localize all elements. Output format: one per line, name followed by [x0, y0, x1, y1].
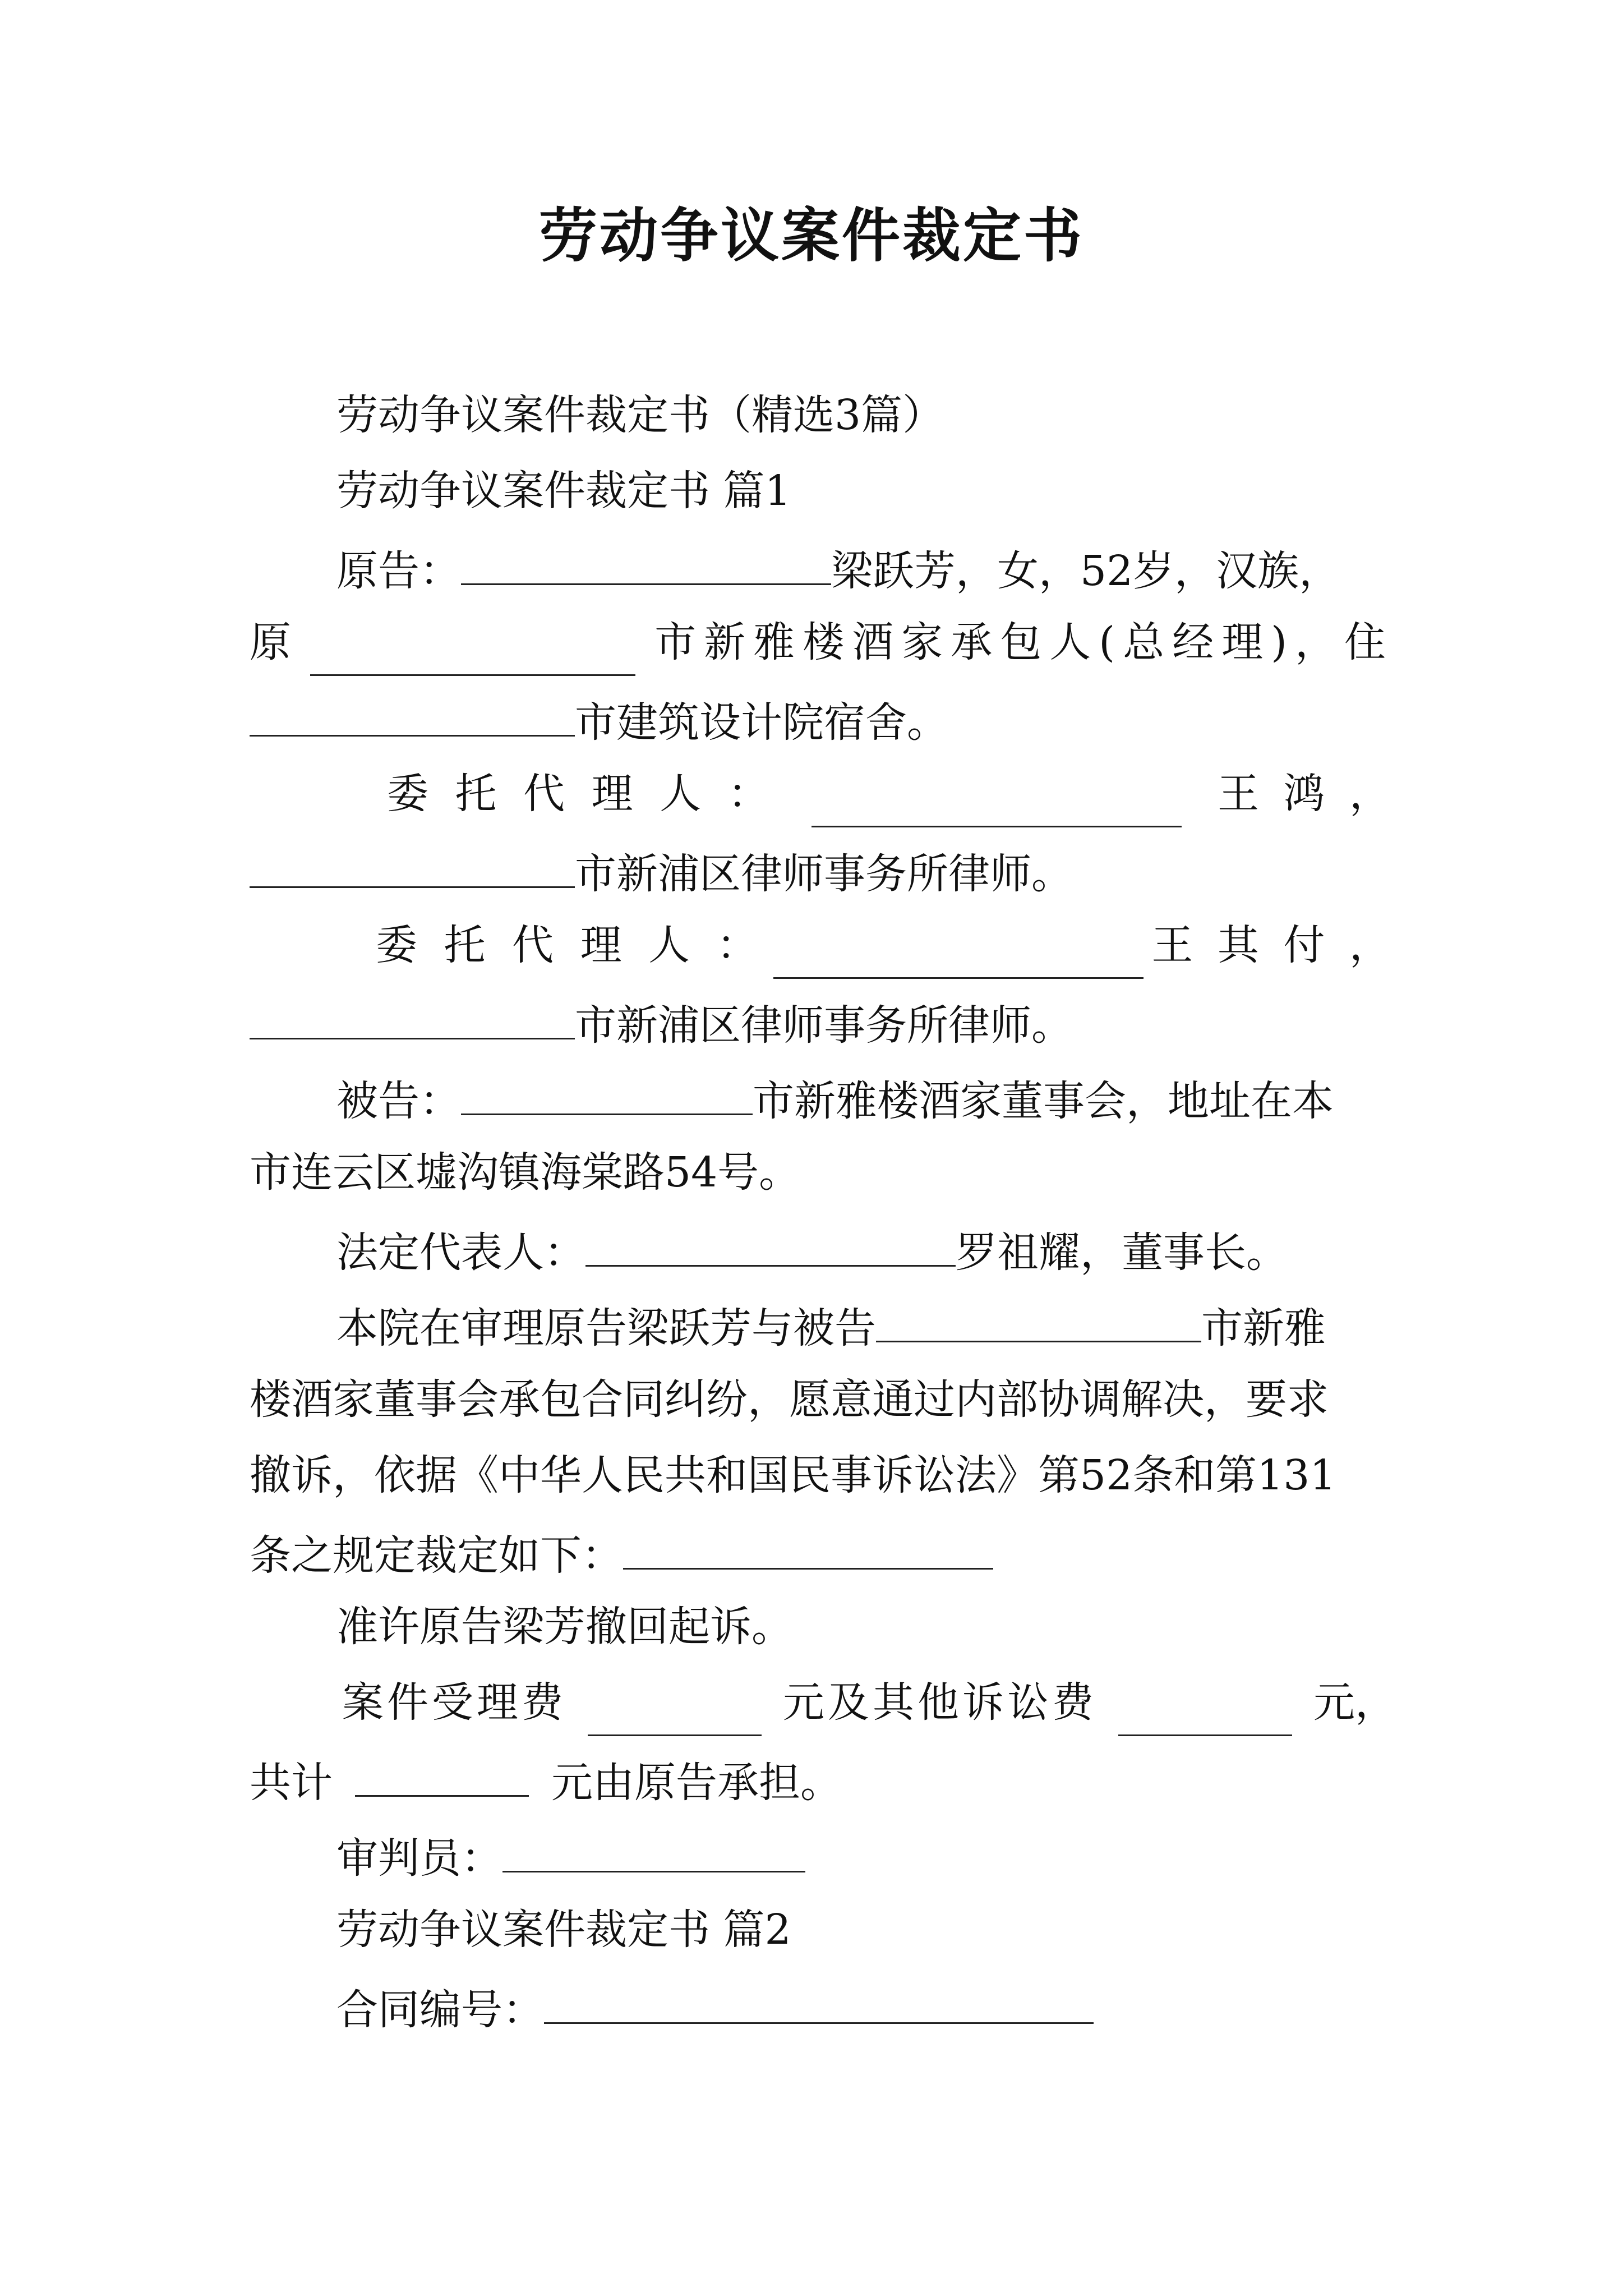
fee-blank-1[interactable] [588, 1684, 762, 1736]
agent1-firm: 市新浦区律师事务所律师。 [575, 850, 1073, 898]
agent2-blank[interactable] [773, 927, 1144, 979]
agent2-label: 委 托 代 理 人 ： [376, 921, 765, 969]
judge-label: 审判员： [336, 1834, 502, 1883]
plaintiff-prefix: 原 [250, 618, 291, 666]
legal-rep-blank[interactable] [585, 1214, 956, 1267]
plaintiff-info: 梁跃芳，女，52岁，汉族， [831, 547, 1341, 595]
part1-heading: 劳动争议案件裁定书 篇1 [336, 467, 791, 515]
agent1-firm-line [250, 836, 1394, 908]
agent2-line [376, 912, 1396, 979]
contract-no-blank[interactable] [544, 1972, 1094, 2024]
fee-blank-2[interactable] [1118, 1684, 1292, 1736]
ruling-text: 准许原告梁芳撤回起诉。 [336, 1603, 793, 1651]
part2-heading: 劳动争议案件裁定书 篇2 [336, 1906, 791, 1954]
body-line-2: 楼酒家董事会承包合同纠纷，愿意通过内部协调解决，要求 [250, 1375, 1329, 1424]
document-title: 劳动争议案件裁定书 [538, 201, 1084, 270]
plaintiff-residence: 市建筑设计院宿舍。 [575, 698, 948, 747]
fee-line [342, 1669, 1396, 1736]
body-text-1a: 本院在审理原告梁跃芳与被告 [336, 1304, 876, 1352]
plaintiff-label: 原告： [336, 547, 461, 595]
legal-rep-label: 法定代表人： [336, 1228, 585, 1277]
legal-rep-line [336, 1214, 1396, 1286]
contract-no-label: 合同编号： [336, 1986, 544, 2034]
fee-total-line [250, 1745, 1394, 1816]
judge-blank[interactable] [502, 1820, 805, 1872]
plaintiff-role: 市新雅楼酒家承包人(总经理)，住 [654, 618, 1394, 666]
agent2-firm-line [250, 987, 1394, 1059]
contract-no-line [336, 1972, 1396, 2044]
agent2-firm: 市新浦区律师事务所律师。 [575, 1001, 1073, 1050]
body-text-4: 条之规定裁定如下： [250, 1531, 623, 1580]
body-line-4 [250, 1517, 1394, 1589]
agent1-label: 委 托 代 理 人 ： [387, 770, 776, 818]
plaintiff-line [336, 533, 1396, 605]
defendant-line [336, 1063, 1396, 1135]
body-line-1 [336, 1290, 1396, 1362]
agent2-name: 王 其 付 ， [1151, 921, 1396, 969]
defendant-address: 市连云区墟沟镇海棠路54号。 [250, 1148, 801, 1197]
body-city-blank[interactable] [876, 1290, 1201, 1342]
plaintiff-address-line [250, 609, 1394, 676]
legal-rep-info: 罗祖耀，董事长。 [956, 1228, 1288, 1277]
fee-label-c: 元， [1313, 1678, 1396, 1727]
fee-label-b: 元及其他诉讼费 [783, 1678, 1097, 1727]
body-line-3: 撤诉，依据《中华人民共和国民事诉讼法》第52条和第131 [250, 1451, 1336, 1499]
agent2-city-blank[interactable] [250, 987, 575, 1039]
agent1-city-blank[interactable] [250, 836, 575, 888]
defendant-blank[interactable] [461, 1063, 753, 1115]
fee-total-blank[interactable] [355, 1745, 529, 1797]
agent1-blank[interactable] [811, 775, 1182, 827]
fee-label-a: 案件受理费 [342, 1678, 566, 1727]
ruling-blank[interactable] [623, 1517, 993, 1570]
defendant-label: 被告： [336, 1077, 461, 1125]
agent1-name: 王 鸿 ， [1217, 770, 1396, 818]
judge-line [336, 1820, 1396, 1892]
fee-total-label: 共计 [250, 1759, 333, 1807]
plaintiff-blank[interactable] [461, 533, 831, 585]
document-subtitle: 劳动争议案件裁定书（精选3篇） [336, 391, 944, 439]
defendant-info: 市新雅楼酒家董事会，地址在本 [753, 1077, 1334, 1125]
agent1-line [387, 760, 1396, 827]
plaintiff-city-blank[interactable] [310, 624, 635, 676]
plaintiff-residence-line [250, 684, 1394, 756]
residence-city-blank[interactable] [250, 684, 575, 737]
fee-total-text: 元由原告承担。 [551, 1759, 842, 1807]
body-text-1b: 市新雅 [1201, 1304, 1326, 1352]
